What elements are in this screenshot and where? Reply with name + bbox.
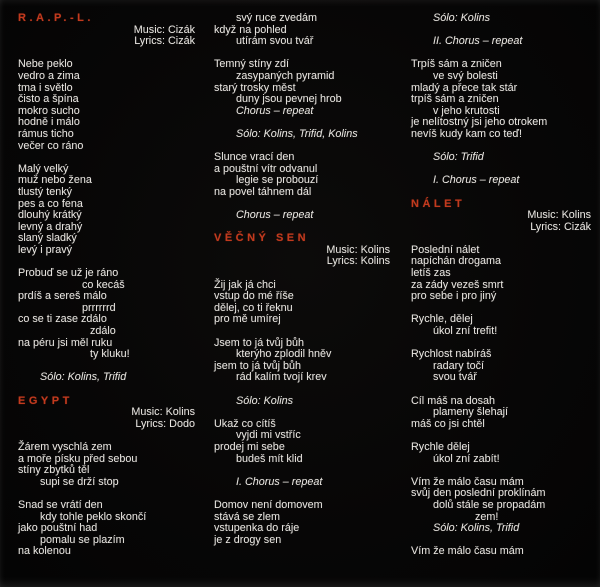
stanza <box>214 13 390 48</box>
chorus-line: Chorus – repeat <box>236 104 314 117</box>
lyric-line: na péru jsi měl ruku <box>18 336 113 349</box>
lyric-line: trpíš sám a zničen <box>411 93 499 106</box>
chorus-line: I. Chorus – repeat <box>433 174 520 187</box>
stanza <box>214 419 390 465</box>
credits-rapl <box>18 25 195 48</box>
credits-nalet <box>411 210 591 233</box>
lyric-line: ve svý bolesti <box>433 69 498 82</box>
lyric-line: Trpíš sám a zničen <box>411 58 502 71</box>
lyric-line: večer co ráno <box>18 139 84 152</box>
lyric-line: úkol zní trefit! <box>433 325 498 338</box>
lyric-line: ty kluku! <box>90 348 130 361</box>
lyric-line: je nelítostný jsi jeho otrokem <box>411 116 548 129</box>
song-title-egypt: EGYPT <box>18 394 73 407</box>
lyric-line: utírám svou tvář <box>236 35 314 48</box>
lyric-line: Slunce vrací den <box>214 151 295 164</box>
lyrics-credit: Lyrics: Cizák <box>530 220 591 233</box>
lyric-line: letíš zas <box>411 267 451 280</box>
lyric-line: na povel táhnem dál <box>214 185 312 198</box>
lyric-line: hodně i málo <box>18 116 80 129</box>
lyric-line: Vím že málo času mám <box>411 545 524 558</box>
lyric-line: dělej, co ti řeknu <box>214 301 293 314</box>
music-credit: Music: Kolins <box>326 243 390 256</box>
lyric-line: slaný sladký <box>18 232 77 245</box>
lyric-line: Temný stíny zdí <box>214 58 290 71</box>
lyric-line: Nebe peklo <box>18 58 73 71</box>
lyric-line: radary točí <box>433 359 485 372</box>
lyric-line: Žárem vyschlá zem <box>18 440 112 453</box>
lyric-line: pes a co fena <box>18 197 83 210</box>
stanza <box>214 59 390 117</box>
lyric-line: pro mě umírej <box>214 313 281 326</box>
lyric-line: rád kalím tvojí krev <box>236 371 327 384</box>
lyric-line: prdíš a sereš málo <box>18 290 107 303</box>
lyric-line: pomalu se plazím <box>40 533 125 546</box>
lyric-line: Probuď se už je ráno <box>18 267 119 280</box>
chorus-line: II. Chorus – repeat <box>433 35 523 48</box>
lyric-line: Snad se vrátí den <box>18 498 103 511</box>
lyric-line: Ukaž co cítíš <box>214 417 276 430</box>
lyric-line: Žij jak já chci <box>214 278 276 291</box>
lyric-line: jako pouštní had <box>18 522 98 535</box>
lyric-line: legie se probouzí <box>236 174 319 187</box>
solo-note <box>411 152 591 164</box>
lyric-line: v jeho krutosti <box>433 104 500 117</box>
lyric-line: duny jsou pevnej hrob <box>236 93 342 106</box>
lyric-line: co kecáš <box>82 278 125 291</box>
lyric-line: levný a drahý <box>18 220 83 233</box>
lyric-line: supi se drží stop <box>40 475 119 488</box>
solo-line: Sólo: Kolins, Trifid <box>40 371 127 384</box>
lyric-line: Poslední nálet <box>411 243 480 256</box>
stanza <box>411 396 591 431</box>
lyric-line: máš co jsi chtěl <box>411 417 485 430</box>
lyric-line: dolů stále se propadám <box>433 498 546 511</box>
stanza <box>411 245 591 303</box>
stanza <box>214 280 390 326</box>
lyric-line: co se ti zase zdálo <box>18 313 107 326</box>
song-title-rapl: R.A.P.-L. <box>18 12 94 24</box>
music-credit: Music: Kolins <box>131 406 195 419</box>
lyric-line: jsem to já tvůj bůh <box>214 359 302 372</box>
lyric-line: vstup do mé říše <box>214 290 294 303</box>
stanza <box>18 59 195 152</box>
lyric-line: mokro sucho <box>18 104 80 117</box>
stanza <box>411 477 591 535</box>
solo-note <box>411 13 591 25</box>
stanza <box>214 500 390 546</box>
lyric-line: napíchán drogama <box>411 255 502 268</box>
lyrics-credit: Lyrics: Dodo <box>135 417 195 430</box>
stanza <box>411 314 591 337</box>
lyric-line: pro sebe i pro jiný <box>411 290 497 303</box>
lyric-line: zem! <box>475 510 499 523</box>
song-title-nalet: NÁLET <box>411 197 466 210</box>
lyric-line: vyjdi mi vstříc <box>236 429 301 442</box>
lyric-line: Malý velký <box>18 162 69 175</box>
stanza <box>411 59 591 140</box>
chorus-note <box>411 36 591 48</box>
solo-note <box>214 129 390 141</box>
stanza <box>18 442 195 488</box>
lyric-line: starý trosky měst <box>214 81 296 94</box>
stanza <box>411 442 591 465</box>
lyric-line: svou tvář <box>433 371 477 384</box>
lyric-line: je z drogy sen <box>214 533 282 546</box>
lyric-line: a moře písku před sebou <box>18 452 138 465</box>
lyric-line: rámus ticho <box>18 127 74 140</box>
lyric-line: Vím že málo času mám <box>411 475 524 488</box>
lyric-line: Jsem to já tvůj bůh <box>214 336 305 349</box>
lyrics-column-3 <box>411 13 591 570</box>
lyric-line: vedro a zima <box>18 69 80 82</box>
lyric-line: budeš mít klid <box>236 452 303 465</box>
lyric-line: prodej mi sebe <box>214 440 285 453</box>
stanza <box>18 268 195 361</box>
solo-note <box>214 396 390 408</box>
lyric-line: vstupenka do ráje <box>214 522 300 535</box>
lyric-line: tlustý tenký <box>18 185 73 198</box>
lyrics-column-2 <box>214 13 390 558</box>
lyrics-column-1 <box>18 13 195 570</box>
stanza <box>214 152 390 198</box>
lyrics-credit: Lyrics: Cizák <box>134 35 195 48</box>
lyric-line: stíny zbytků těl <box>18 464 90 477</box>
lyric-line: prrrrrrd <box>82 301 116 314</box>
solo-line: Sólo: Kolins, Trifid, Kolins <box>236 127 358 140</box>
lyric-line: úkol zní zabít! <box>433 452 500 465</box>
lyric-line: na kolenou <box>18 545 71 558</box>
lyric-line: Rychle, dělej <box>411 313 473 326</box>
lyrics-credit: Lyrics: Kolins <box>326 255 390 268</box>
music-credit: Music: Kolins <box>527 209 591 222</box>
lyric-line: muž nebo žena <box>18 174 92 187</box>
chorus-note <box>214 477 390 489</box>
solo-line: Sólo: Kolins, Trifid <box>433 522 520 535</box>
credits-egypt <box>18 407 195 430</box>
solo-line: Sólo: Trifid <box>433 151 484 164</box>
lyric-line: kdy tohle peklo skončí <box>40 510 147 523</box>
lyric-line: a pouštní vítr odvanul <box>214 162 318 175</box>
music-credit: Music: Cizák <box>133 23 195 36</box>
stanza <box>214 338 390 384</box>
lyric-line: levý i pravý <box>18 243 73 256</box>
chorus-line: I. Chorus – repeat <box>236 475 323 488</box>
lyric-line: Cíl máš na dosah <box>411 394 496 407</box>
lyric-line: zdálo <box>90 325 116 338</box>
chorus-note <box>214 210 390 222</box>
lyric-line: plameny šlehají <box>433 406 509 419</box>
song-title-vecny-sen: VĚČNÝ SEN <box>214 232 310 245</box>
lyric-line: mladý a přece tak stár <box>411 81 518 94</box>
stanza <box>411 349 591 384</box>
lyric-line: zasypaných pyramid <box>236 69 335 82</box>
lyric-line: svůj den poslední proklínám <box>411 487 546 500</box>
lyric-line: Rychle dělej <box>411 440 470 453</box>
stanza <box>18 164 195 257</box>
lyric-line: za zády vezeš smrt <box>411 278 504 291</box>
solo-note <box>18 372 195 384</box>
chorus-line: Chorus – repeat <box>236 209 314 222</box>
stanza <box>18 500 195 558</box>
lyric-line: Domov není domovem <box>214 498 323 511</box>
credits-vecny-sen <box>214 245 390 268</box>
lyric-line: svý ruce zvedám <box>236 12 318 24</box>
lyric-line: stává se zlem <box>214 510 281 523</box>
lyric-line: Rychlost nabíráš <box>411 348 492 361</box>
lyric-line: nevíš kudy kam co teď! <box>411 127 523 140</box>
lyric-line: když na pohled <box>214 23 287 36</box>
chorus-note <box>411 175 591 187</box>
lyric-line: čisto a špína <box>18 93 79 106</box>
lyric-line: kterýho zplodil hněv <box>236 348 332 361</box>
lyric-line: tma i světlo <box>18 81 73 94</box>
lyric-line: dlouhý krátký <box>18 209 82 222</box>
solo-line: Sólo: Kolins <box>433 12 491 24</box>
stanza <box>411 546 591 558</box>
solo-line: Sólo: Kolins <box>236 394 294 407</box>
